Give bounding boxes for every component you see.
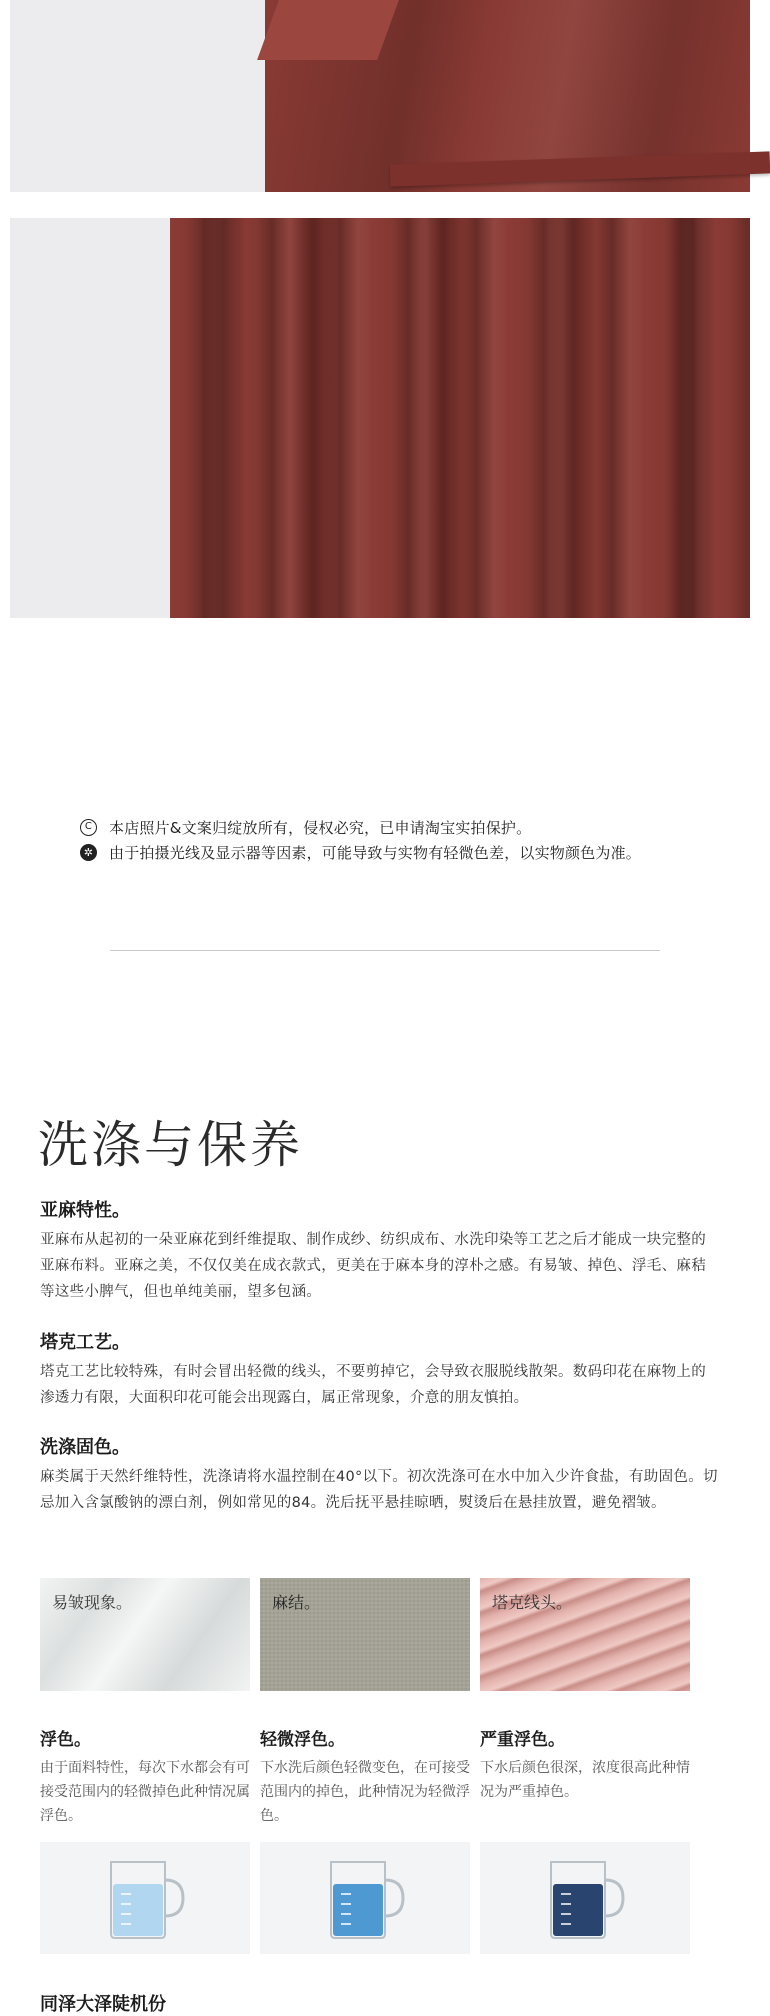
copyright-text: 本店照片&文案归绽放所有，侵权必究，已申请淘宝实拍保护。	[109, 818, 532, 837]
washing-section	[40, 1435, 720, 1516]
fading-body: 下水洗后颜色轻微变色，在可接受范围内的掉色，此种情况为轻微浮色。	[260, 1760, 470, 1824]
beaker-icon	[317, 1850, 413, 1946]
copyright-icon: C	[80, 819, 97, 836]
tuck-thread-swatch	[480, 1578, 690, 1691]
fabric-fold	[200, 218, 246, 618]
swatch-label: 易皱现象。	[52, 1593, 133, 1612]
slub-swatch	[260, 1578, 470, 1691]
fading-card	[260, 1728, 475, 1828]
fading-body: 下水后颜色很深，浓度很高此种情况为严重掉色。	[480, 1760, 690, 1800]
fading-heading: 严重浮色。	[480, 1730, 565, 1750]
section-body: 亚麻布从起初的一朵亚麻花到纤维提取、制作成纱、纺织成布、水洗印染等工艺之后才能成一块完整的亚麻布料。亚麻之美，不仅仅美在成衣款式，更美在于麻本身的淳朴之感。有易皱、掉色、浮毛、麻秸等这些小脾气，但也单纯美丽，望多包涵。	[40, 1232, 706, 1300]
fading-heading: 浮色。	[40, 1730, 91, 1750]
swatch-label: 塔克线头。	[492, 1593, 573, 1612]
copyright-notice	[80, 815, 720, 864]
care-title: 洗涤与保养	[38, 1116, 303, 1174]
section-divider	[110, 950, 660, 951]
fabric-fold	[420, 218, 466, 618]
beaker-icon	[537, 1850, 633, 1946]
fading-body: 由于面料特性，每次下水都会有可接受范围内的轻微掉色此种情况属浮色。	[40, 1760, 250, 1824]
section-body: 麻类属于天然纤维特性，洗涤请将水温控制在40°以下。初次洗涤可在水中加入少许食盐，有助固色。切忌加入含氯酸钠的漂白剂，例如常见的84。洗后抚平悬挂晾晒，熨烫后在悬挂放置，避免褶皱。	[40, 1469, 718, 1511]
fading-heading: 轻微浮色。	[260, 1730, 345, 1750]
swatch-label: 麻结。	[272, 1593, 321, 1612]
color-difference-row	[80, 840, 720, 864]
wrinkle-swatch	[40, 1578, 250, 1691]
next-section-heading: 同泽大泽陡机份	[40, 1994, 166, 2015]
fabric-fold	[670, 218, 716, 618]
section-heading: 洗涤固色。	[40, 1437, 130, 1458]
dark-blue-beaker	[480, 1842, 690, 1954]
fading-card	[480, 1728, 695, 1804]
fabric-photo-drape	[10, 218, 750, 618]
red-linen-drape	[170, 218, 750, 618]
linen-properties-section	[40, 1198, 720, 1305]
fabric-fold	[257, 0, 399, 60]
section-heading: 塔克工艺。	[40, 1332, 130, 1353]
fabric-fold	[290, 218, 336, 618]
medium-blue-beaker	[260, 1842, 470, 1954]
color-difference-text: 由于拍摄光线及显示器等因素，可能导致与实物有轻微色差，以实物颜色为准。	[109, 843, 642, 862]
section-body: 塔克工艺比较特殊，有时会冒出轻微的线头，不要剪掉它，会导致衣服脱线散架。数码印花在麻物上的渗透力有限，大面积印花可能会出现露白，属正常现象，介意的朋友慎拍。	[40, 1364, 706, 1406]
camera-shutter-icon: ✲	[80, 844, 97, 861]
copyright-row	[80, 815, 720, 839]
beaker-icon	[97, 1850, 193, 1946]
tuck-craft-section	[40, 1330, 720, 1411]
fading-card	[40, 1728, 255, 1828]
fabric-photo-hem	[10, 0, 750, 192]
fabric-fold	[550, 218, 596, 618]
light-blue-beaker	[40, 1842, 250, 1954]
section-heading: 亚麻特性。	[40, 1200, 130, 1221]
